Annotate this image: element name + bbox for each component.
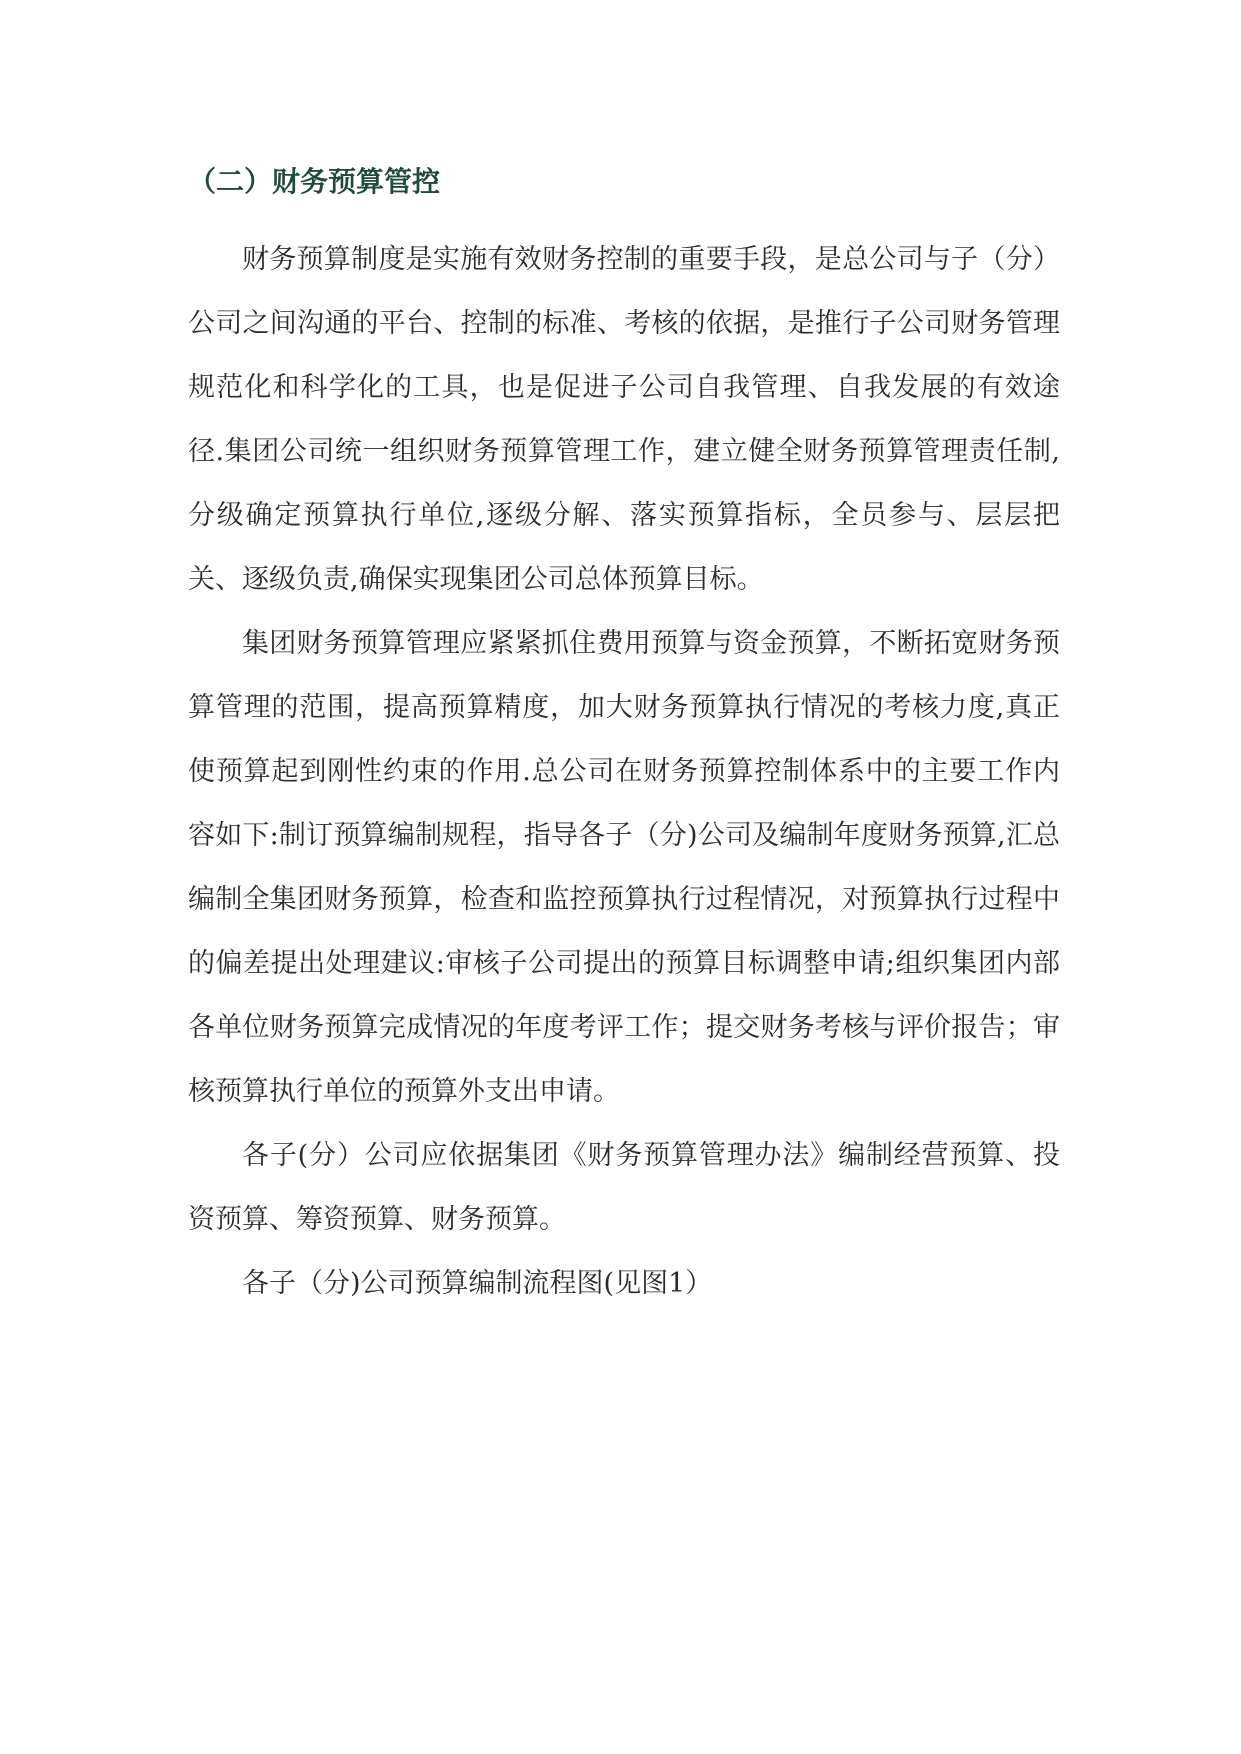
section-heading: （二）财务预算管控 <box>188 165 441 198</box>
paragraph-budget-management: 集团财务预算管理应紧紧抓住费用预算与资金预算，不断拓宽财务预算管理的范围，提高预算精度，加大财务预算执行情况的考核力度,真正使预算起到刚性约束的作用.总公司在财务预算控制体系中的主要工作内容如下:制订预算编制规程，指导各子（分)公司及编制年度财务预算,汇总编制全集团财务预算，检查和监控预算执行过程情况，对预算执行过程中的偏差提出处理建议:审核子公司提出的预算目标调整申请;组织集团内部各单位财务预算完成情况的年度考评工作；提交财务考核与评价报告；审核预算执行单位的预算外支出申请。 <box>188 628 1060 1107</box>
paragraph-flowchart-reference: 各子（分)公司预算编制流程图(见图1） <box>242 1268 713 1299</box>
document-body <box>188 158 1060 1316</box>
paragraph-budget-system: 财务预算制度是实施有效财务控制的重要手段，是总公司与子（分）公司之间沟通的平台、控制的标准、考核的依据，是推行子公司财务管理规范化和科学化的工具，也是促进子公司自我管理、自我发展的有效途径.集团公司统一组织财务预算管理工作，建立健全财务预算管理责任制,分级确定预算执行单位,逐级分解、落实预算指标，全员参与、层层把关、逐级负责,确保实现集团公司总体预算目标。 <box>188 244 1060 595</box>
paragraph-subsidiary-budgets: 各子(分）公司应依据集团《财务预算管理办法》编制经营预算、投资预算、筹资预算、财务预算。 <box>188 1140 1060 1235</box>
